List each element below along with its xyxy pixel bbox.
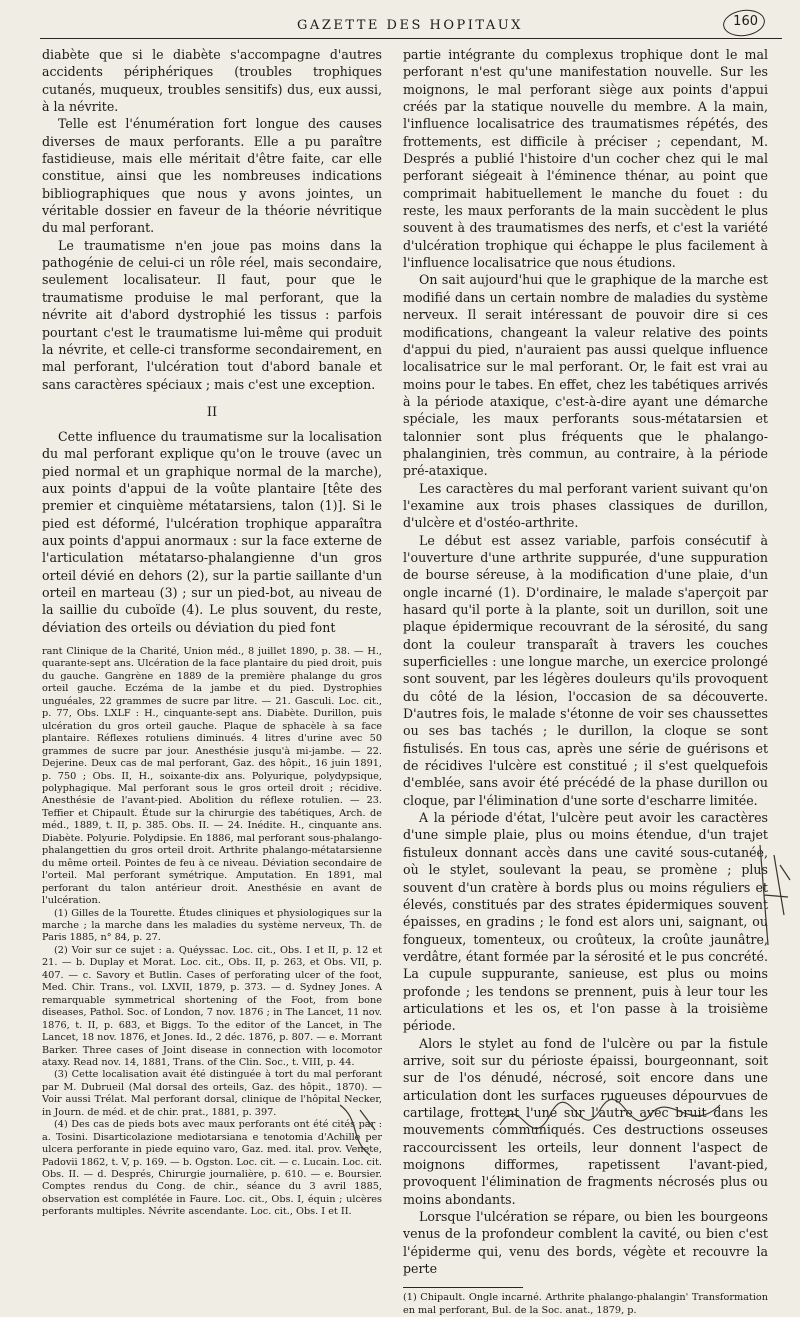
right-paragraph-6: Alors le stylet au fond de l'ulcère ou par la fistule arrive, soit sur du périoste épaissi, bourgeonnant, soit sur de l'os dénudé, nécrosé, soit encore dans une articulation dont les surfaces rugueuses dépourvues de cartilage, frottent l'une sur l'autre avec bruit dans les mouvements communiqués. Ces destructions osseuses raccourcissent les orteils, leur donnent l'aspect de moignons difformes, rapetissent l'avant-pied, provoquent l'élimination de fragments nécrosés plus ou moins abondants. — [403, 1035, 768, 1207]
page-number: 160 — [733, 14, 758, 29]
footnote-1: (1) Gilles de la Tourette. Études cliniques et physiologiques sur la marche ; la marche dans les maladies du système nerveux, Th. de Paris 1885, n° 84, p. 27. — [42, 907, 382, 944]
pencil-scribble-bottom — [490, 1085, 730, 1155]
footnote-2: (2) Voir sur ce sujet : a. Quéyssac. Loc. cit., Obs. I et II, p. 12 et 21. — b. Duplay et Morat. Loc. cit., Obs. II, p. 263, et Obs. VII, p. 407. — c. Savory et Butlin. Cases of perforating ulcer of the foot, Med. Chir. Trans., vol. LXVII, 1879, p. 373. — d. Sydney Jones. A remarquable symmetrical shortening of the Foot, from bone diseases, Pathol. Soc. of London, 7 nov. 1876 ; in The Lancet, 11 nov. 1876, t. II, p. 683, et Biggs. To the editor of the Lancet, in The Lancet, 18 nov. 1876, et Jones. Id., 2 déc. 1876, p. 807. — e. Morrant Barker. Three cases of Joint disease in connection with locomotor ataxy. Read nov. 14, 1881, Trans. of the Clin. Soc., t. VIII, p. 44. — [42, 944, 382, 1068]
page-header — [40, 12, 780, 36]
running-head: GAZETTE DES HOPITAUX — [297, 18, 523, 33]
left-section-paragraph: Cette influence du traumatisme sur la localisation du mal perforant explique qu'on le trouve (avec un pied normal et un graphique normal de la marche), aux points d'appui de la voûte plantaire [tête des premier et cinquième métatarsiens, talon (1)]. Si le pied est déformé, l'ulcération trophique apparaîtra aux points d'appui anormaux : sur la face externe de l'articulation métatarso-phalangienne d'un gros orteil dévié en dehors (2), sur la partie saillante d'un orteil en marteau (3) ; sur un pied-bot, au niveau de la saillie du cuboïde (4). Le plus souvent, du reste, déviation des orteils ou déviation du pied font — [42, 428, 382, 635]
footnote-continuation: rant Clinique de la Charité, Union méd., 8 juillet 1890, p. 38. — H., quarante-sept ans. Ulcération de la face plantaire du pied droit, puis du gauche. Gangrène en 1889 de la première phalange du gros orteil gauche. Eczéma de la jambe et du pied. Dystrophies unguéales, 22 grammes de sucre par litre. — 21. Gasculi. Loc. cit., p. 77, Obs. LXLF : H., cinquante-sept ans. Diabète. Durillon, puis ulcération du gros orteil gauche. Plaque de sphacèle à sa face plantaire. Réflexes rotuliens diminués. 4 litres d'urine avec 50 grammes de sucre par jour. Anesthésie jusqu'à mi-jambe. — 22. Dejerine. Deux cas de mal perforant, Gaz. des hôpit., 16 juin 1891, p. 750 ; Obs. II, H., soixante-dix ans. Polyurique, polydypsique, polyphagique. Mal perforant sous le gros orteil droit ; récidive. Anesthésie de l'avant-pied. Abolition du réflexe rotulien. — 23. Teffier et Chipault. Étude sur la chirurgie des tabétiques, Arch. de méd., 1889, t. II, p. 385. Obs. II. — 24. Inédite. H., cinquante ans. Diabète. Polyurie. Polydipsie. En 1886, mal perforant sous-phalango-phalangettien du gros orteil droit. Arthrite phalango-métatarsienne du même orteil. Pointes de feu à ce niveau. Déviation secondaire de l'orteil. Mal perforant symétrique. Amputation. En 1891, mal perforant du talon antérieur droit. Anesthésie en avant de l'ulcération. — [42, 646, 382, 907]
pencil-scribble-left — [330, 1100, 390, 1160]
left-paragraph-1: diabète que si le diabète s'accompagne d'autres accidents périphériques (troubles trophiques cutanés, muqueux, troubles sensitifs) dus, eux aussi, à la névrite. — [42, 47, 382, 115]
right-paragraph-1: partie intégrante du complexus trophique dont le mal perforant n'est qu'une manifestation nouvelle. Sur les moignons, le mal perforant siège aux points d'appui créés par la statique nouvelle du membre. A la main, l'influence localisatrice des traumatismes répétés, des frottements, est difficile à préciser ; cependant, M. Després a publié l'histoire d'un cocher chez qui le mal perforant siégeait à l'éminence thénar, au point que comprimait habituellement le manche du fouet : du reste, les maux perforants de la main succèdent le plus souvent à des traumatismes des nerfs, et c'est la variété d'ulcération trophique qui échappe le plus facilement à l'influence localisatrice que nous étudions. — [403, 47, 768, 271]
header-rule — [40, 38, 782, 39]
left-body — [42, 46, 382, 636]
margin-pencil-mark — [754, 835, 794, 955]
right-paragraph-4: Le début est assez variable, parfois consécutif à l'ouverture d'une arthrite suppurée, d'une suppuration de bourse séreuse, à la modification d'une plaie, d'un ongle incarné (1). D'ordinaire, le malade s'aperçoit par hasard qu'il porte à la plante, soit un durillon, soit une plaque épidermique recouvrant de la sérosité, du sang dont la couleur transparaît à travers les couches superficielles : une longue marche, un exercice prolongé sont souvent, par les légères douleurs qu'ils provoquent du côté de la lésion, l'occasion de sa découverte. D'autres fois, le malade s'étonne de voir ses chaussettes ou ses bas tachés ; le durillon, la cloque se sont fistulisés. En tous cas, après une série de guérisons et de récidives l'ulcère est constitué ; il s'est quelquefois d'emblée, sans avoir été précédé de la phase durillon ou cloque, par l'élimination d'une sorte d'escharre limitée. — [403, 532, 768, 808]
left-paragraph-3: Le traumatisme n'en joue pas moins dans la pathogénie de celui-ci un rôle réel, mais secondaire, seulement localisateur. Il faut, pour que le traumatisme produise le mal perforant, que la névrite ait d'abord dystrophié les tissus : parfois pourtant c'est le traumatisme lui-même qui produit la névrite, et celle-ci transforme secondairement, en mal perforant, l'ulcération tout d'abord banale et sans caractères spéciaux ; mais c'est une exception. — [42, 237, 382, 392]
footnote-rule — [403, 1287, 523, 1288]
right-paragraph-5: A la période d'état, l'ulcère peut avoir les caractères d'une simple plaie, plus ou moins étendue, d'un trajet fistuleux donnant accès dans une cavité sous-cutanée, où le stylet, soulevant la peau, se promène ; plus souvent d'un cratère à bords plus ou moins réguliers et élevés, constitués par des strates épidermiques souvent épaisses, en gradins ; le fond est alors uni, saignant, ou fongueux, tomenteux, ou croûteux, la croûte jaunâtre, verdâtre, étant formée par la sérosité et le pus concrété. La cupule suppurante, sanieuse, est plus ou moins profonde ; les tendons se prennent, puis à leur tour les articulations et les os, et l'on passe à la troisième période. — [403, 810, 768, 1034]
right-paragraph-2: On sait aujourd'hui que le graphique de la marche est modifié dans un certain nombre de maladies du système nerveux. Il serait intéressant de pouvoir dire si ces modifications, changeant la valeur relative des points d'appui du pied, n'auraient pas aussi quelque influence localisatrice sur le mal perforant. Or, le fait est vrai au moins pour le tabes. En effet, chez les tabétiques arrivés à la période ataxique, c'est-à-dire ayant une démarche spéciale, les maux perforants sous-métatarsien et talonnier sont plus fréquents que le phalango-phalanginien, très commun, au contraire, à la période pré-ataxique. — [403, 272, 768, 479]
right-footnote-1: (1) Chipault. Ongle incarné. Arthrite phalango-phalangin' Transformation en mal perforant, Bul. de la Soc. anat., 1879, p. — [403, 1292, 768, 1316]
footnote-4: (4) Des cas de pieds bots avec maux perforants ont été cités par : a. Tosini. Disarticolazione mediotarsiana e tenotomia d'Achille per ulcera perforante in piede equino varo, Gaz. med. ital. prov. Venete, Padovii 1862, t. V, p. 169. — b. Ogston. Loc. cit. — c. Lucain. Loc. cit. Obs. II. — d. Després, Chirurgie journalière, p. 610. — e. Boursier. Comptes rendus du Cong. de chir., séance du 3 avril 1885, observation est complétée in Faure. Loc. cit., Obs. I, équin ; ulcères perforants multiples. Névrite ascendante. Loc. cit., Obs. I et II. — [42, 1119, 382, 1218]
left-column — [42, 46, 382, 1219]
section-numeral: II — [206, 404, 218, 420]
right-footnotes — [403, 1287, 768, 1317]
footnote-3: (3) Cette localisation avait été distinguée à tort du mal perforant par M. Dubrueil (Mal dorsal des orteils, Gaz. des hôpit., 1870). — Voir aussi Trélat. Mal perforant dorsal, clinique de l'hôpital Necker, in Journ. de méd. et de chir. prat., 1881, p. 397. — [42, 1069, 382, 1118]
right-paragraph-7: Lorsque l'ulcération se répare, ou bien les bourgeons venus de la profondeur comblent la cavité, ou bien c'est l'épiderme qui, venu des bords, végète et recouvre la perte — [403, 1209, 768, 1277]
right-paragraph-3: Les caractères du mal perforant varient suivant qu'on l'examine aux trois phases classiques de durillon, d'ulcère et d'ostéo-arthrite. — [403, 480, 768, 531]
left-paragraph-2: Telle est l'énumération fort longue des causes diverses de maux perforants. Elle a pu paraître fastidieuse, mais elle méritait d'être faite, car elle constitue, ainsi que les nombreuses indications bibliographiques que nous y avons jointes, un véritable dossier en faveur de la théorie névritique du mal perforant. — [42, 116, 382, 236]
